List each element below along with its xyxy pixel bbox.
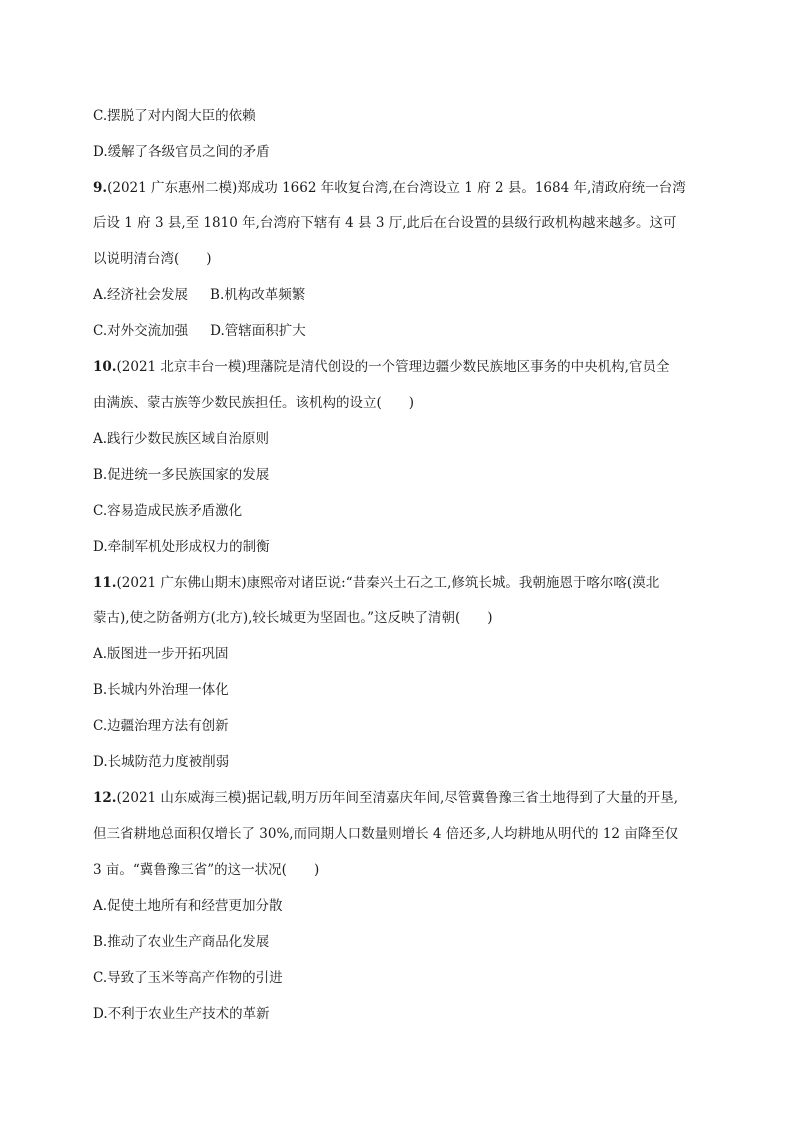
q8-option-c: C.摆脱了对内阁大臣的依赖 <box>93 108 256 124</box>
q9-options-cd <box>93 321 734 341</box>
q11-option-c: C.边疆治理方法有创新 <box>93 718 229 734</box>
q9-number: 9. <box>93 180 108 196</box>
q9-stem-line-3: 以说明清台湾( ) <box>93 251 212 267</box>
q12-option-a: A.促使土地所有和经营更加分散 <box>93 898 283 914</box>
q10-option-a: A.践行少数民族区域自治原则 <box>93 431 270 447</box>
q9-options-ab <box>93 285 734 305</box>
q10-number: 10. <box>93 359 117 375</box>
q10-option-c: C.容易造成民族矛盾激化 <box>93 503 243 519</box>
q11-stem-line-2: 蒙古),使之防备朔方(北方),较长城更为坚固也。”这反映了清朝( ) <box>93 610 493 626</box>
q11-number: 11. <box>93 575 117 591</box>
q9-option-a: A.经济社会发展 <box>93 287 189 303</box>
q9-option-b: B.机构改革频繁 <box>210 287 306 303</box>
q10-stem-line-2: 由满族、蒙古族等少数民族担任。该机构的设立( ) <box>93 395 415 411</box>
q12-stem-text-1: (2021 山东威海三模)据记载,明万历年间至清嘉庆年间,尽管冀鲁豫三省土地得到了大量的开垦, <box>116 790 679 806</box>
q11-option-d: D.长城防范力度被削弱 <box>93 754 230 770</box>
q10-stem-line-1 <box>93 357 734 377</box>
q11-stem-line-1 <box>93 573 734 593</box>
q10-option-d: D.牵制军机处形成权力的制衡 <box>93 539 270 555</box>
q12-option-b: B.推动了农业生产商品化发展 <box>93 934 270 950</box>
q12-option-d: D.不利于农业生产技术的革新 <box>93 1006 270 1022</box>
q12-stem-line-3: 3 亩。“冀鲁豫三省”的这一状况( ) <box>93 862 320 878</box>
q12-stem-line-1 <box>93 788 734 808</box>
q11-option-b: B.长城内外治理一体化 <box>93 682 229 698</box>
q9-stem-line-1 <box>93 178 734 198</box>
q9-stem-line-2: 后设 1 府 3 县,至 1810 年,台湾府下辖有 4 县 3 厅,此后在台设置的县级行政机构越来越多。这可 <box>93 215 677 231</box>
q8-option-d: D.缓解了各级官员之间的矛盾 <box>93 144 270 160</box>
q12-option-c: C.导致了玉米等高产作物的引进 <box>93 970 283 986</box>
q10-stem-text-1: (2021 北京丰台一模)理藩院是清代创设的一个管理边疆少数民族地区事务的中央机构,官员全 <box>116 359 670 375</box>
q11-stem-text-1: (2021 广东佛山期末)康熙帝对诸臣说:“昔秦兴土石之工,修筑长城。我朝施恩于喀尔喀(漠北 <box>116 575 660 591</box>
q12-number: 12. <box>93 790 117 806</box>
q11-option-a: A.版图进一步开拓巩固 <box>93 646 229 662</box>
q12-stem-line-2: 但三省耕地总面积仅增长了 30%,而同期人口数量则增长 4 倍还多,人均耕地从明代的 12 亩降至仅 <box>93 826 679 842</box>
q10-option-b: B.促进统一多民族国家的发展 <box>93 467 270 483</box>
q9-stem-text-1: (2021 广东惠州二模)郑成功 1662 年收复台湾,在台湾设立 1 府 2 县。1684 年,清政府统一台湾 <box>107 180 686 196</box>
q9-option-c: C.对外交流加强 <box>93 323 189 339</box>
q9-option-d: D.管辖面积扩大 <box>210 323 306 339</box>
